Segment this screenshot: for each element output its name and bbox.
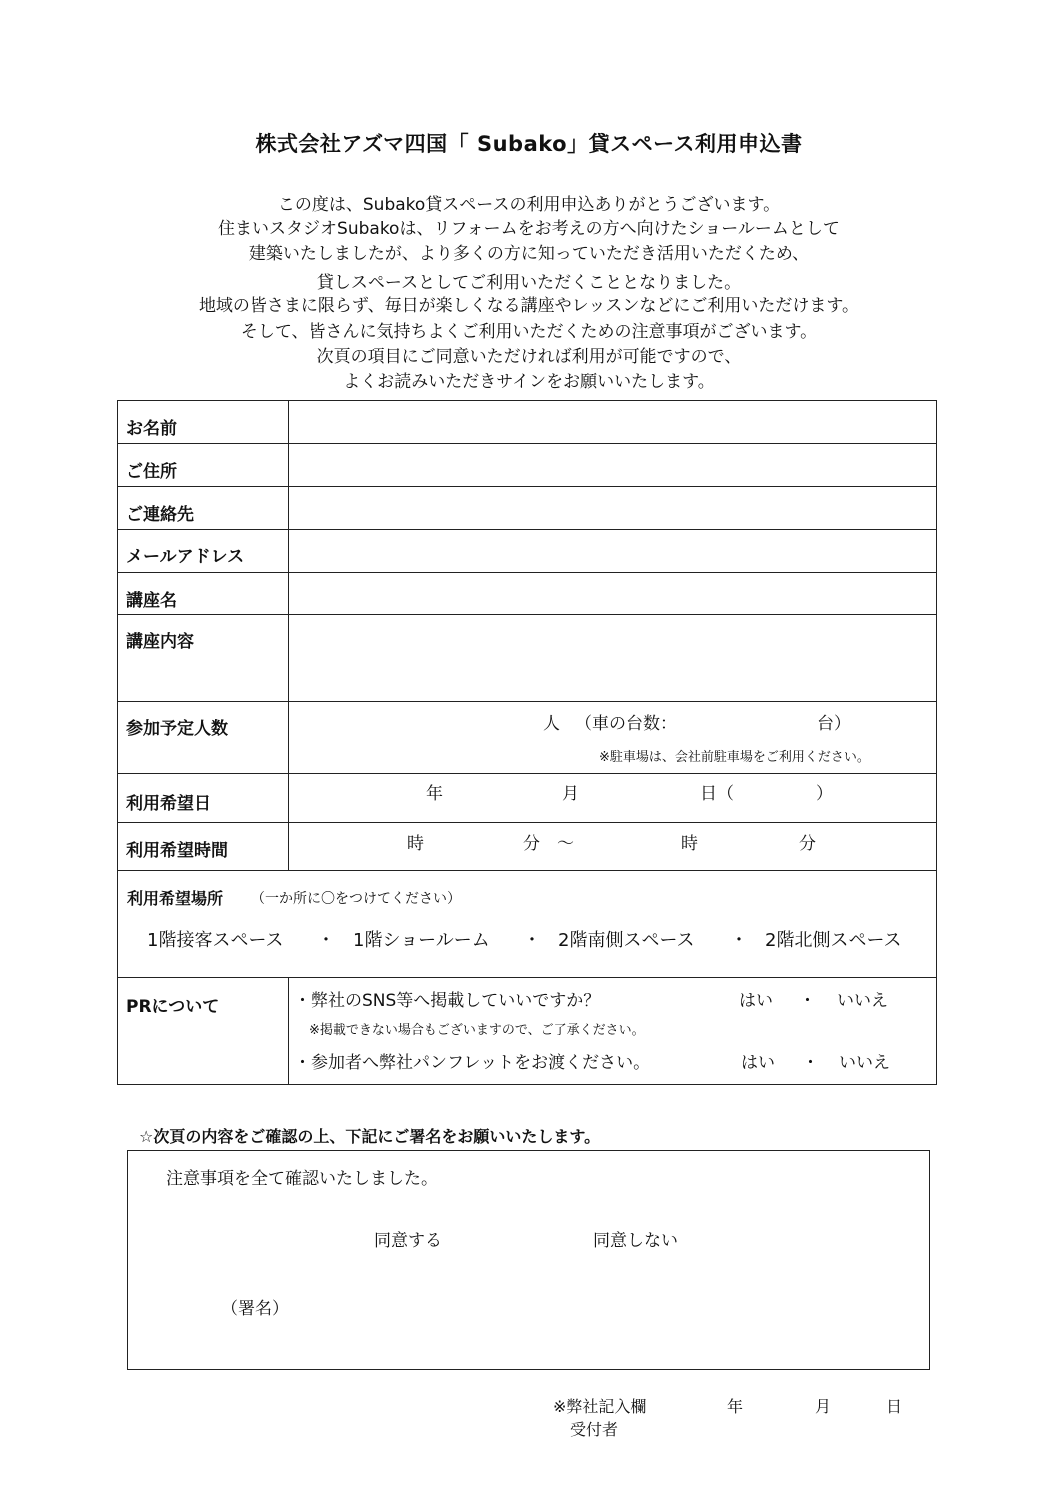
participants-label: 参加予定人数: [118, 702, 289, 774]
signature-box: [127, 1150, 930, 1370]
date-day: 日（: [700, 784, 734, 804]
pr-question-pamphlet: ・参加者へ弊社パンフレットをお渡ください。: [294, 1053, 651, 1073]
participants-field[interactable]: [289, 702, 937, 774]
date-month: 月: [562, 784, 579, 804]
place-label: 利用希望場所: [127, 889, 224, 908]
agree-option[interactable]: 同意する: [374, 1231, 442, 1251]
date-close: ）: [816, 784, 833, 804]
office-label: ※弊社記入欄: [553, 1397, 647, 1416]
place-option[interactable]: 2階北側スペース: [765, 930, 902, 951]
pr-sns-note: ※掲載できない場合もございますので、ご了承ください。: [309, 1023, 645, 1038]
office-day: 日: [886, 1397, 903, 1416]
name-field[interactable]: [289, 401, 937, 444]
course-name-field[interactable]: [289, 573, 937, 615]
place-option[interactable]: 1階ショールーム: [353, 930, 490, 951]
pr-sns-no[interactable]: いいえ: [837, 991, 888, 1011]
address-label: ご住所: [118, 444, 289, 487]
intro-line: この度は、Subako貸スペースの利用申込ありがとうございます。: [277, 195, 781, 215]
pr-pamphlet-yes[interactable]: はい: [741, 1053, 775, 1073]
name-label: お名前: [118, 401, 289, 444]
intro-line: 貸しスペースとしてご利用いただくこととなりました。: [316, 273, 742, 293]
intro-line: 住まいスタジオSubakoは、リフォームをお考えの方へ向けたショールームとして: [218, 219, 840, 239]
place-section: [118, 871, 937, 978]
intro-line: そして、皆さんに気持ちよくご利用いただくための注意事項がございます。: [240, 322, 818, 342]
pr-label: PRについて: [118, 978, 289, 1085]
parking-note: ※駐車場は、会社前駐車場をご利用ください。: [599, 750, 870, 765]
email-label: メールアドレス: [118, 530, 289, 573]
cars-unit: 台）: [817, 714, 851, 734]
pr-field: [289, 978, 937, 1085]
time-label: 利用希望時間: [118, 823, 289, 871]
place-option[interactable]: 2階南側スペース: [558, 930, 695, 951]
contact-label: ご連絡先: [118, 487, 289, 530]
contact-field[interactable]: [289, 487, 937, 530]
course-name-label: 講座名: [118, 573, 289, 615]
signature-label: （署名）: [221, 1299, 289, 1319]
time-min-start: 分 ～: [523, 834, 574, 854]
date-field[interactable]: [289, 774, 937, 823]
signature-field[interactable]: [308, 1291, 868, 1321]
place-separator: ・: [523, 930, 541, 951]
course-content-field[interactable]: [289, 615, 937, 702]
office-year: 年: [727, 1397, 744, 1416]
confirm-heading: ☆次頁の内容をご確認の上、下記にご署名をお願いいたします。: [139, 1127, 601, 1146]
intro-line: 建築いたしましたが、より多くの方に知っていただき活用いただくため、: [248, 244, 810, 264]
place-option[interactable]: 1階接客スペース: [147, 930, 284, 951]
time-field[interactable]: [289, 823, 937, 871]
page-title: 株式会社アズマ四国「 Subako」貸スペース利用申込書: [255, 132, 803, 156]
cars-label: （車の台数：: [575, 714, 677, 734]
disagree-option[interactable]: 同意しない: [593, 1231, 678, 1251]
place-separator: ・: [730, 930, 748, 951]
intro-line: 地域の皆さまに限らず、毎日が楽しくなる講座やレッスンなどにご利用いただけます。: [198, 296, 860, 316]
pr-sns-yes[interactable]: はい: [739, 991, 773, 1011]
place-separator: ・: [317, 930, 335, 951]
time-hour-end: 時: [681, 834, 698, 854]
place-note: （一か所に〇をつけてください）: [251, 891, 461, 907]
people-unit: 人: [543, 714, 560, 734]
time-min-end: 分: [799, 834, 816, 854]
intro-line: 次頁の項目にご同意いただければ利用が可能ですので、: [316, 347, 742, 367]
time-hour-start: 時: [407, 834, 424, 854]
date-year: 年: [426, 784, 443, 804]
intro-line: よくお読みいただきサインをお願いいたします。: [343, 372, 715, 392]
date-label: 利用希望日: [118, 774, 289, 823]
pr-pamphlet-dot: ・: [802, 1053, 819, 1073]
address-field[interactable]: [289, 444, 937, 487]
office-receiver: 受付者: [570, 1420, 619, 1439]
pr-pamphlet-no[interactable]: いいえ: [839, 1053, 890, 1073]
pr-question-sns: ・弊社のSNS等へ掲載していいですか？: [294, 991, 601, 1011]
confirm-statement: 注意事項を全て確認いたしました。: [166, 1169, 438, 1189]
email-field[interactable]: [289, 530, 937, 573]
pr-sns-dot: ・: [799, 991, 816, 1011]
course-content-label: 講座内容: [118, 615, 289, 702]
office-month: 月: [815, 1397, 832, 1416]
application-form: [117, 400, 937, 1085]
